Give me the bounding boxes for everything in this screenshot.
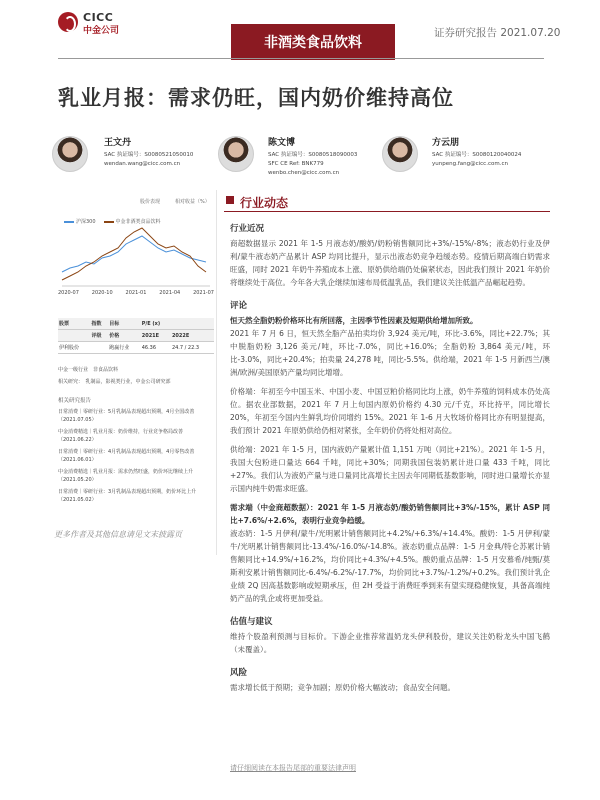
logo-english: CICC — [83, 11, 114, 24]
table-row — [58, 342, 214, 354]
legal-disclaimer-link[interactable]: 请仔细阅读在本报告尾部的重要法律声明 — [230, 764, 356, 772]
research-note: 相关研究： 乳制品，影视类行业，中金公司研究部 — [58, 379, 171, 385]
related-research-link[interactable]: 日常消费｜零研行业：4月乳制品表现超出预期，4月零售改善（2021.06.01） — [58, 449, 195, 463]
analyst-photo-2 — [218, 136, 254, 172]
header-divider — [58, 58, 544, 59]
analyst-3 — [432, 135, 521, 169]
x-tick-label: 2021-04 — [159, 290, 181, 296]
analyst-sac: SAC 执证编号：S0080521050010 — [104, 152, 194, 158]
table-cell — [91, 342, 109, 354]
related-research-link[interactable]: 日常消费｜零研行业：3月乳制品表现超出预期，奶价环比上升（2021.05.02） — [58, 489, 197, 503]
table-cell: 46.36 — [141, 342, 171, 354]
subheading-recent: 行业近况 — [230, 224, 265, 234]
x-tick-label: 2021-07 — [193, 290, 214, 296]
table-header-cell: 目标 — [108, 318, 141, 330]
paragraph-comment: 2021 年 7 月 6 日，恒天然全脂产品拍卖均价 3,924 美元/吨，环比-3.6%，同比+22.7%；其中脱脂奶粉 3,126 美元/吨，环比-7.0%，同比+16.0%；全脂奶粉 3,864 美元/吨，环比-3.0%，同比+20.4%；拍卖量 24,278 吨，同比-5.5%。供给端，2021 年 1-5 月新西兰/澳洲/欧洲/美国原奶产量均同比增增。 — [230, 329, 550, 377]
x-tick-label: 2020-07 — [58, 290, 79, 296]
paragraph-comment-bold: 恒天然全脂奶粉价格环比有所回落，主因季节性因素及短期供给增加所致。 — [230, 316, 478, 325]
paragraph-recent: 商超数据显示 2021 年 1-5 月液态奶/酸奶/奶粉销售额同比+3%/-15%/-8%；液态奶行业及伊利/蒙牛液态奶产品累计 ASP 均同比提升，显示出液态奶竞争趋缓态势。疫情后期高端白奶需求旺盛，同时 2021 年奶牛养殖成本上涨、原奶供给端仍处偏紧状态，因此我们预计 2021 年奶价将继续处于高位。今年各大乳企继续加速布局低温乳品，我们建议关注低温产品崛起趋势。 — [230, 239, 550, 287]
analyst-name: 方云朋 — [432, 138, 460, 148]
chart-x-labels — [58, 290, 214, 296]
report-title: 乳业月报：需求仍旺，国内奶价维持高位 — [58, 86, 454, 110]
analyst-email[interactable]: yunpeng.fang@cicc.com.cn — [432, 161, 508, 167]
subheading-risk: 风险 — [230, 668, 248, 678]
table-header-cell — [58, 330, 91, 342]
column-divider — [216, 190, 217, 555]
analyst-1 — [104, 135, 193, 169]
series-line-sector — [62, 228, 206, 280]
table-header-cell: 2022E — [171, 330, 214, 342]
analyst-email[interactable]: wendan.wang@cicc.com.cn — [104, 161, 181, 167]
table-header-cell — [171, 318, 214, 330]
chart-caption: 股价表现 相对收益（%） — [140, 199, 210, 205]
x-tick-label: 2020-10 — [91, 290, 113, 296]
paragraph-valuation: 维持个股盈利预测与目标价。下游企业推荐常温奶龙头伊利股份，建议关注奶粉龙头中国飞鹤（未覆盖）。 — [230, 632, 550, 654]
analyst-photo-3 — [382, 136, 418, 172]
paragraph-supply: 供给端：2021 年 1-5 月，国内液奶产量累计值 1,151 万吨（同比+21%）。2021 年 1-5 月，我国大包粉进口量达 664 千吨，同比+30%；同期我国包装奶累计进口量 433 千吨，同比+27%。我们认为液奶产量与进口量同比高增长主因去年同期低基数影响，同时进口量增长亦显示国内纯牛奶需求旺盛。 — [230, 445, 550, 493]
series-line-hs300 — [62, 236, 206, 272]
logo-chinese: 中金公司 — [83, 26, 120, 36]
related-research-link[interactable]: 中金消费精选｜乳业月报：奶价维持，行业竞争格局改善（2021.06.22） — [58, 429, 184, 443]
paragraph-risk: 需求增长低于预期；竞争加剧；原奶价格大幅波动；食品安全问题。 — [230, 683, 455, 692]
table-header-cell: 股票 — [58, 318, 91, 330]
analyst-sfc: SFC CE Ref: BNK779 — [268, 161, 324, 167]
sector-banner: 非酒类食品饮料 — [231, 24, 395, 60]
table-header-cell: P/E (x) — [141, 318, 171, 330]
analyst-name: 王文丹 — [104, 138, 132, 148]
related-research-link[interactable]: 中金消费精选｜乳业月报：需求仍然旺盛，奶价环比继续上升（2021.05.20） — [58, 469, 194, 483]
report-type-date: 证券研究报告 2021.07.20 — [434, 27, 561, 39]
table-header-cell: 价格 — [108, 330, 141, 342]
analyst-email[interactable]: wenbo.chen@cicc.com.cn — [268, 170, 340, 176]
stock-performance-chart — [58, 222, 214, 294]
industry-note: 中金一级行业 非食品饮料 — [58, 367, 119, 373]
analyst-photo-1 — [52, 136, 88, 172]
subheading-comment: 评论 — [230, 301, 248, 311]
legend-label-sector: 中金非酒类食品饮料 — [115, 219, 161, 225]
related-research-link[interactable]: 日常消费｜零研行业：5月乳制品表现超出预期，4月全国改善（2021.07.05） — [58, 409, 195, 423]
x-tick-label: 2021-01 — [125, 290, 147, 296]
table-cell: 伊利股份 — [58, 342, 91, 354]
related-research — [58, 396, 214, 504]
analyst-name: 陈文博 — [268, 138, 296, 148]
legend-label-hs300: 沪深300 — [76, 219, 96, 225]
valuation-table — [58, 318, 214, 354]
article-body — [230, 222, 550, 694]
analyst-2 — [268, 135, 357, 178]
table-header-cell: 2021E — [141, 330, 171, 342]
cicc-logo-icon — [58, 12, 78, 32]
section-heading: 行业动态 — [240, 196, 289, 210]
paragraph-demand-bold: 需求端（中金商超数据）：2021 年 1-5 月液态奶/酸奶销售额同比+3%/-15%，累计 ASP 同比+7.6%/+2.6%，表明行业竞争趋缓。 — [230, 503, 550, 525]
analyst-sac: SAC 执证编号：S0080120040024 — [432, 152, 522, 158]
paragraph-price: 价格端：年初至今中国玉米、中国小麦、中国豆粕价格同比均上涨，奶牛养殖的饲料成本仍处高位。据农业部数据，2021 年 7 月上旬国内原奶价格约 4.30 元/千克，环比持平，同比增长 20%，年初至今国内生鲜乳均价同增约 15%。2021 年 1-6 月大牧场价格同比亦有明显提高，我们预计 2021 年原奶供给仍相对紧张，全年奶价仍将处相对高位。 — [230, 387, 550, 435]
section-divider — [224, 211, 550, 212]
table-header-cell: 指数 — [91, 318, 109, 330]
related-research-title: 相关研究报告 — [58, 398, 92, 404]
table-header-cell: 评级 — [91, 330, 109, 342]
paragraph-demand: 液态奶：1-5 月伊利/蒙牛/光明累计销售额同比+4.2%/+6.3%/+14.4%。酸奶：1-5 月伊利/蒙牛/光明累计销售额同比-13.4%/-16.0%/-14.8%。液态奶重点品牌：1-5 月金典/特仑苏累计销售额同比+14.9%/+16.2%，均价同比+4.3%/+4.5%。酸奶重点品牌：1-5 月安慕希/纯甄/莫斯利安累计销售额同比-6.4%/-6.2%/-17.7%，均价同比+3.7%/-1.2%/+0.2%。我们预计乳企业绩 2Q 因高基数影响或短期承压，但 2H 受益于消费旺季到来有望实现稳健恢复，具备高端纯奶产品的乳企或将更加受益。 — [230, 529, 550, 603]
section-marker-icon — [226, 196, 234, 204]
subheading-valuation: 估值与建议 — [230, 617, 273, 627]
table-cell: 跑赢行业 — [108, 342, 141, 354]
table-subheader-row — [58, 330, 214, 342]
table-header-row — [58, 318, 214, 330]
analyst-sac: SAC 执证编号：S0080518090003 — [268, 152, 358, 158]
table-cell: 24.7 / 22.3 — [171, 342, 214, 354]
disclosure-link[interactable]: 更多作者及其他信息请见文末披露页 — [54, 530, 182, 539]
